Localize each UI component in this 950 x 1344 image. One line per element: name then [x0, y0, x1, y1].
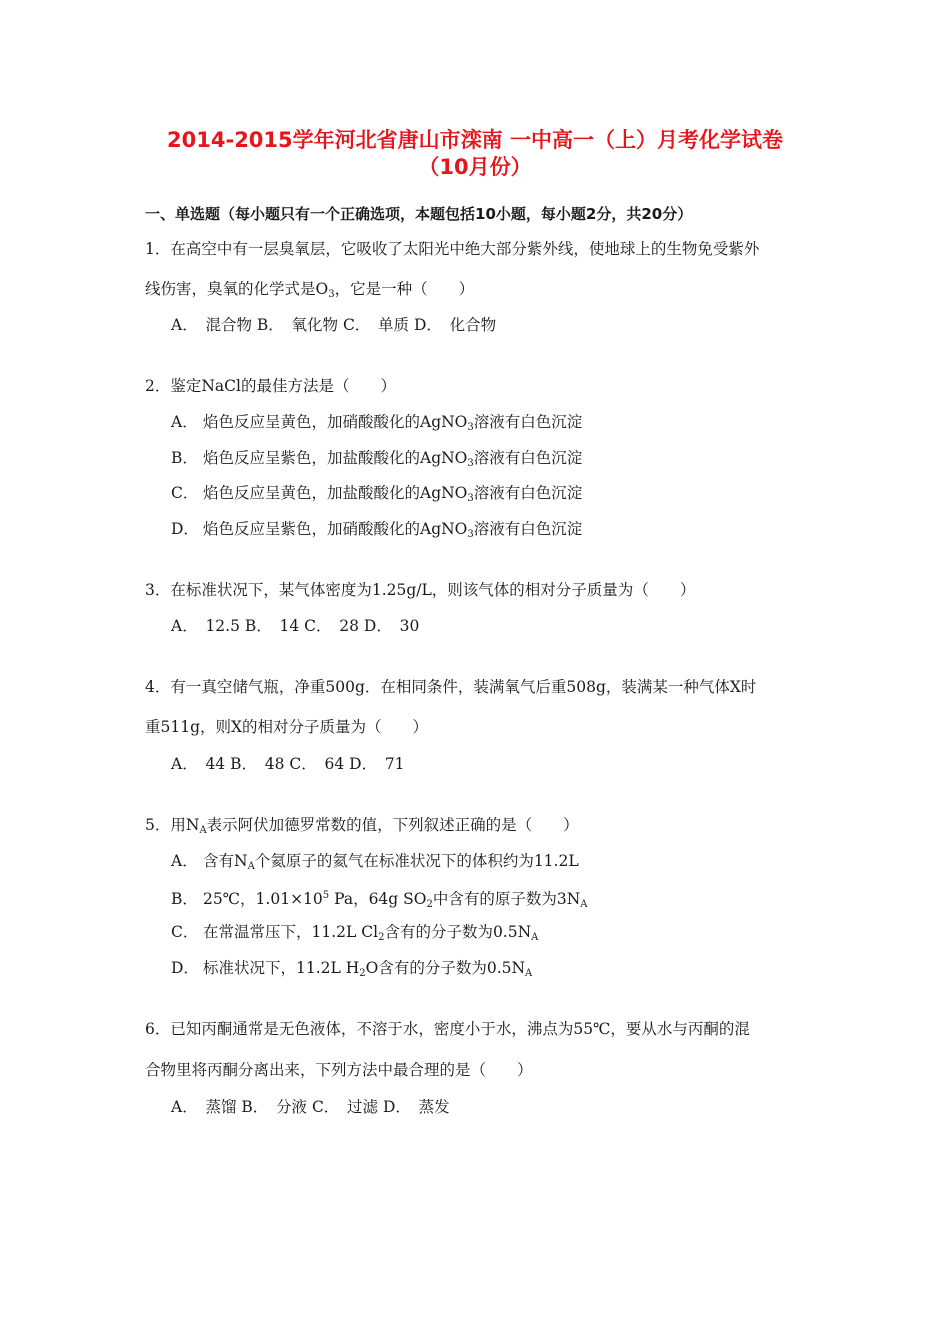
q3-options: A． 12.5 B． 14 C． 28 D． 30: [171, 617, 420, 635]
q6-stem-line2: 合物里将丙酮分离出来，下列方法中最合理的是（ ）: [145, 1061, 533, 1079]
q1-stem-line2: 线伤害，臭氧的化学式是$O_3$，它是一种（ ）: [145, 280, 475, 300]
q2-option-d: D． 焰色反应呈紫色，加硝酸酸化的AgNO$_3$溶液有白色沉淀: [171, 520, 583, 540]
q4-stem-line1: 4．有一真空储气瓶，净重500g．在相同条件，装满氧气后重508g，装满某一种气体X时: [145, 678, 757, 696]
exam-title-line2: （10月份）: [418, 155, 532, 179]
q5-option-a: A． 含有$N_A$个氦原子的氦气在标准状况下的体积约为11.2L: [171, 852, 579, 872]
q2-option-a: A． 焰色反应呈黄色，加硝酸酸化的AgNO$_3$溶液有白色沉淀: [171, 413, 583, 433]
q4-stem-line2: 重511g，则X的相对分子质量为（ ）: [145, 718, 429, 736]
section-heading: 一、单选题（每小题只有一个正确选项，本题包括10小题，每小题2分，共20分）: [145, 205, 693, 223]
q2-option-b: B． 焰色反应呈紫色，加盐酸酸化的AgNO$_3$溶液有白色沉淀: [171, 449, 583, 469]
q5-option-d: D． 标准状况下，11.2L $H_2O$含有的分子数为$0.5N_A$: [171, 959, 533, 979]
q1-stem-line1: 1．在高空中有一层臭氧层，它吸收了太阳光中绝大部分紫外线，使地球上的生物免受紫外: [145, 240, 760, 258]
q5-stem: 5．用$N_A$表示阿伏加德罗常数的值，下列叙述正确的是（ ）: [145, 816, 579, 836]
q5-option-b: B． 25℃，$1.01\times 10^5$ Pa，64g $SO_2$中含有的原子数为$3N_A$: [171, 890, 588, 910]
q6-stem-line1: 6．已知丙酮通常是无色液体，不溶于水，密度小于水，沸点为55℃，要从水与丙酮的混: [145, 1020, 750, 1038]
q1-options: A． 混合物 B． 氧化物 C． 单质 D． 化合物: [171, 316, 497, 334]
q6-options: A． 蒸馏 B． 分液 C． 过滤 D． 蒸发: [171, 1098, 450, 1116]
q2-option-c: C． 焰色反应呈黄色，加盐酸酸化的AgNO$_3$溶液有白色沉淀: [171, 484, 583, 504]
q2-stem: 2．鉴定NaCl的最佳方法是（ ）: [145, 377, 396, 395]
q3-stem: 3．在标准状况下，某气体密度为1.25g/L，则该气体的相对分子质量为（ ）: [145, 581, 696, 599]
q5-option-c: C． 在常温常压下，11.2L $Cl_2$含有的分子数为$0.5N_A$: [171, 923, 539, 943]
exam-title-line1: 2014-2015学年河北省唐山市滦南 一中高一（上）月考化学试卷: [167, 128, 783, 152]
q4-options: A． 44 B． 48 C． 64 D． 71: [171, 755, 405, 773]
